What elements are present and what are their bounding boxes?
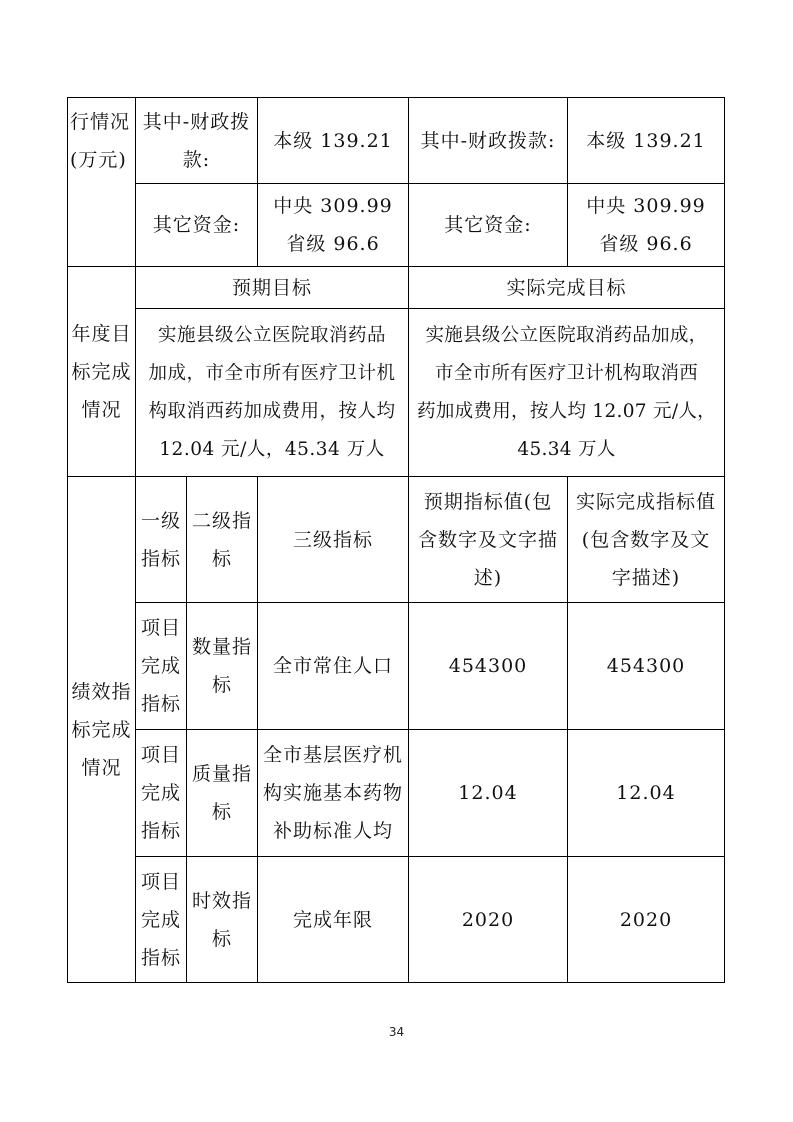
planned-other-label: 其它资金: bbox=[152, 214, 241, 236]
table-row-level1: 项目 完成 指标 bbox=[140, 617, 181, 715]
level1-header: 一级 指标 bbox=[140, 509, 181, 570]
actual-value-header: 实际完成指标值 (包含数字及文 字描述) bbox=[575, 490, 716, 589]
table-row-level2: 数量指 标 bbox=[191, 636, 252, 696]
table-row-level3: 全市常住人口 bbox=[272, 655, 393, 677]
planned-fiscal-value: 本级 139.21 bbox=[273, 129, 393, 152]
table-row-level3: 完成年限 bbox=[292, 908, 373, 931]
table-row-expected: 2020 bbox=[461, 908, 515, 931]
table-row-expected: 454300 bbox=[448, 655, 528, 677]
planned-other-value: 中央 309.99 省级 96.6 bbox=[273, 195, 393, 255]
actual-goal-header: 实际完成目标 bbox=[506, 276, 627, 299]
page-number: 34 bbox=[388, 1025, 405, 1039]
table-row-level1: 项目 完成 指标 bbox=[140, 744, 181, 842]
actual-fiscal-label: 其中-财政拨款: bbox=[420, 129, 556, 152]
table-row-level2: 质量指 标 bbox=[191, 763, 252, 823]
table-row-actual: 2020 bbox=[619, 908, 673, 931]
table-row-expected: 12.04 bbox=[458, 782, 518, 804]
table-row-actual: 454300 bbox=[606, 655, 686, 677]
level2-header: 二级指 标 bbox=[191, 509, 252, 570]
table-row-level1: 项目 完成 指标 bbox=[140, 870, 181, 969]
annual-goal-row-label: 年度目 标完成 情况 bbox=[71, 322, 132, 421]
funding-row-label: 行情况 (万元) bbox=[70, 110, 131, 171]
actual-other-label: 其它资金: bbox=[444, 214, 532, 236]
expected-value-header: 预期指标值(包 含数字及文字描 述) bbox=[417, 490, 558, 589]
actual-other-value: 中央 309.99 省级 96.6 bbox=[586, 195, 706, 255]
planned-fiscal-label: 其中-财政拨 款: bbox=[142, 110, 251, 171]
expected-goal-header: 预期目标 bbox=[231, 276, 312, 299]
table-border bbox=[67, 982, 725, 983]
table-row-level3: 全市基层医疗机 构实施基本药物 补助标准人均 bbox=[262, 744, 403, 842]
level3-header: 三级指标 bbox=[292, 528, 373, 551]
expected-goal-text: 实施县级公立医院取消药品 加成，市全市所有医疗卫计机 构取消西药加成费用，按人均 12.04 元/人，45.34 万人 bbox=[148, 324, 396, 460]
table-row-level2: 时效指 标 bbox=[191, 889, 252, 950]
table-row-actual: 12.04 bbox=[616, 782, 676, 804]
table-border bbox=[724, 97, 725, 983]
actual-fiscal-value: 本级 139.21 bbox=[586, 129, 706, 152]
performance-row-label: 绩效指 标完成 情况 bbox=[71, 680, 132, 779]
actual-goal-text: 实施县级公立医院取消药品加成， 市全市所有医疗卫计机构取消西 药加成费用，按人均 12.07 元/人， 45.34 万人 bbox=[417, 324, 716, 460]
